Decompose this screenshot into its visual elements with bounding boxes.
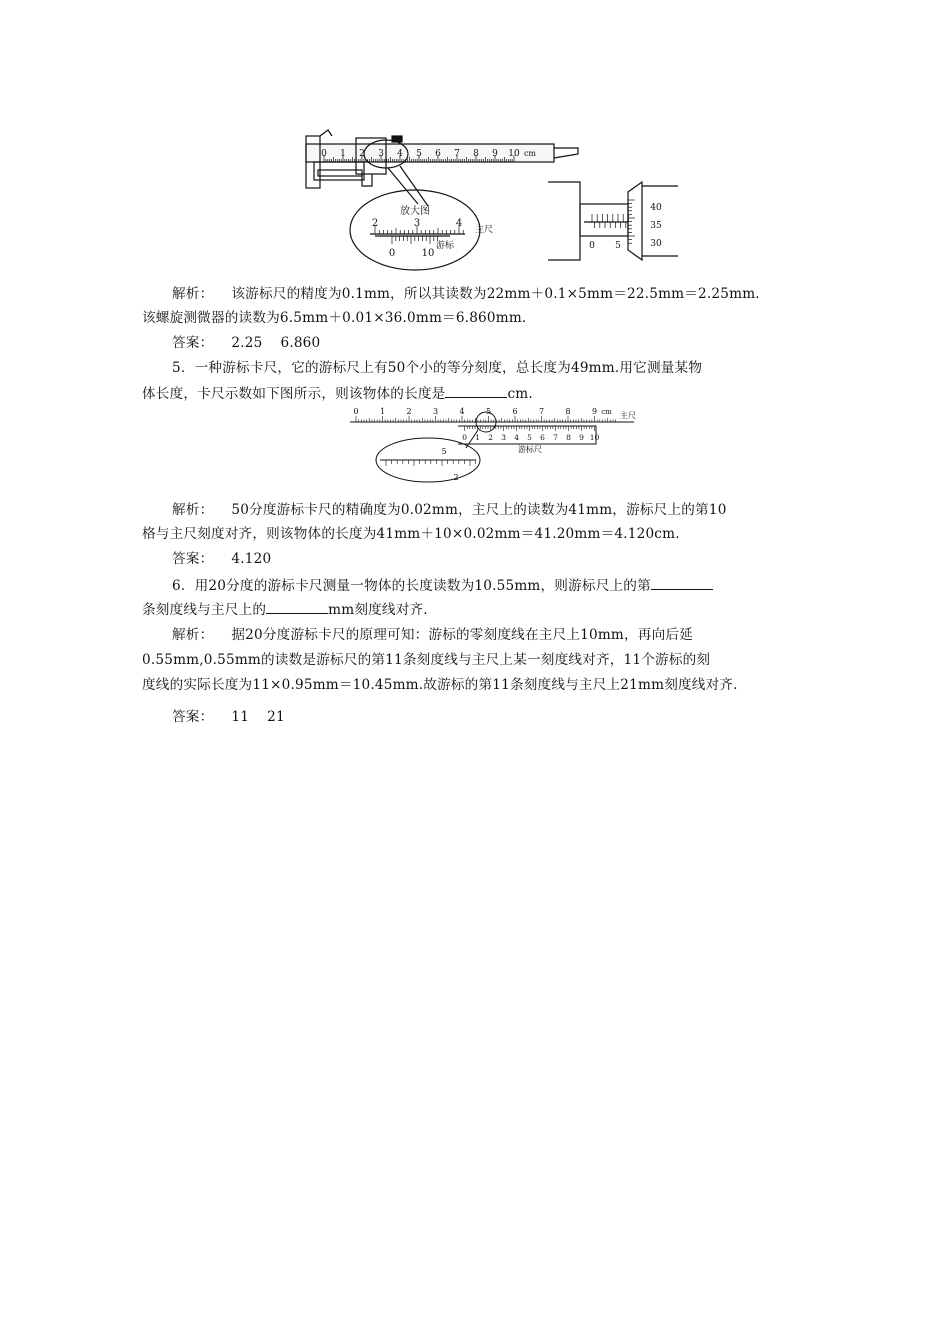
- q6-answer-b: 21: [267, 709, 285, 725]
- q5-answer-value: 4.120: [231, 551, 272, 567]
- zoom-main-label: 2: [371, 218, 379, 229]
- caliper-scale-label: 10: [508, 149, 520, 159]
- q6-analysis-line3: 度线的实际长度为11×0.95mm＝10.45mm.故游标的第11条刻度线与主尺上21mm刻度线对齐.: [142, 677, 738, 693]
- caliper-scale-label: 0: [321, 149, 327, 159]
- zoom-vernier-title: 游标: [435, 241, 455, 251]
- q6-blank-1[interactable]: [651, 575, 713, 590]
- v50-main-label: 1: [379, 407, 386, 416]
- v50-main-label: 9: [591, 407, 598, 416]
- q5-analysis-line1: 解析： 50分度游标卡尺的精确度为0.02mm，主尺上的读数为41mm，游标尺上的第10: [172, 502, 727, 518]
- micrometer-figure: [544, 178, 682, 264]
- q6-analysis-line2: 0.55mm,0.55mm的读数是游标尺的第11条刻度线与主尺上某一刻度线对齐，11个游标的刻: [142, 652, 711, 668]
- v50-vernier-label: 1: [475, 433, 481, 442]
- caliper-scale-label: 8: [473, 149, 479, 159]
- q6-answer: 答案： 11 21: [172, 709, 285, 725]
- v50-main-label: 7: [538, 407, 545, 416]
- v50-main-label: 2: [406, 407, 412, 416]
- v50-vernier-label: 2: [488, 433, 494, 442]
- v50-main-label: 0: [353, 407, 359, 416]
- v50-vernier-label: 10: [589, 433, 600, 442]
- q4-answer: 答案： 2.25 6.860: [172, 335, 321, 351]
- v50-vernier-label: 4: [514, 433, 519, 442]
- q6-answer-a: 11: [231, 709, 250, 725]
- caliper-scale-label: 5: [416, 149, 422, 159]
- q4-answer-a: 2.25: [231, 335, 263, 351]
- q5-answer: 答案： 4.120: [172, 551, 272, 567]
- v50-vernier-label: 6: [540, 433, 545, 442]
- micrometer-thimble-label: 35: [650, 221, 662, 231]
- zoom-main-label: 3: [413, 218, 421, 229]
- v50-zoom-top-label: 5: [441, 447, 447, 456]
- caliper-unit: cm: [523, 149, 537, 158]
- q6-stem-line2: 条刻度线与主尺上的 mm刻度线对齐.: [142, 599, 822, 620]
- v50-main-label: 3: [432, 407, 439, 416]
- q5-stem-line1: 5．一种游标卡尺，它的游标尺上有50个小的等分刻度，总长度为49mm.用它测量某物: [172, 360, 703, 376]
- q4-analysis-label: 解析：: [172, 286, 214, 302]
- caliper-scale-label: 9: [492, 149, 498, 159]
- v50-main-unit: cm: [601, 408, 612, 416]
- caliper-scale-label: 3: [378, 149, 384, 159]
- v50-main-label: 8: [565, 407, 571, 416]
- caliper-scale-label: 4: [397, 149, 403, 159]
- vernier-50-figure: [346, 404, 646, 488]
- v50-zoom-bottom-label: 2: [453, 473, 459, 482]
- v50-main-label: 6: [512, 407, 518, 416]
- v50-vernier-label: 9: [579, 433, 584, 442]
- micrometer-thimble-label: 30: [650, 239, 662, 249]
- q4-analysis-line2: 该螺旋测微器的读数为6.5mm＋0.01×36.0mm＝6.860mm.: [142, 310, 527, 326]
- v50-vernier-label: 7: [553, 433, 558, 442]
- micrometer-sleeve-label: 0: [589, 241, 595, 251]
- caliper-scale-label: 6: [435, 149, 441, 159]
- caliper-scale-label: 7: [454, 149, 460, 159]
- q5-analysis-line2: 格与主尺刻度对齐，则该物体的长度为41mm＋10×0.02mm＝41.20mm＝4.120cm.: [142, 526, 680, 542]
- q6-blank-2[interactable]: [266, 599, 328, 614]
- v50-vernier-label: 5: [527, 433, 532, 442]
- caliper-scale-label: 1: [340, 149, 346, 159]
- q4-answer-b: 6.860: [280, 335, 321, 351]
- q6-stem-line1: 6．用20分度的游标卡尺测量一物体的长度读数为10.55mm，则游标尺上的第: [172, 575, 852, 596]
- zoom-vernier-label: 10: [421, 248, 435, 259]
- zoom-vernier-label: 0: [388, 248, 396, 259]
- caliper-scale-label: 2: [359, 149, 365, 159]
- v50-vernier-label: 3: [501, 433, 506, 442]
- zoom-main-label: 4: [455, 218, 463, 229]
- micrometer-thimble-label: 40: [650, 203, 662, 213]
- v50-vernier-label: 8: [566, 433, 571, 442]
- v50-main-title: 主尺: [620, 411, 636, 420]
- zoom-title: 放大图: [400, 206, 430, 217]
- q5-answer-blank[interactable]: [445, 383, 507, 398]
- q4-analysis-line1: 解析： 该游标尺的精度为0.1mm，所以其读数为22mm＋0.1×5mm＝22.5mm＝2.25mm.: [172, 286, 760, 302]
- micrometer-sleeve-label: 5: [615, 241, 621, 251]
- v50-main-label: 4: [459, 407, 465, 416]
- q5-stem-line2: 体长度，卡尺示数如下图所示，则该物体的长度是 cm.: [142, 383, 822, 404]
- zoom-main-title: 主尺: [474, 225, 494, 235]
- v50-vernier-title: 游标尺: [518, 445, 542, 454]
- q6-analysis-line1: 解析： 据20分度游标卡尺的原理可知：游标的零刻度线在主尺上10mm，再向后延: [172, 627, 693, 643]
- v50-main-label: 5: [485, 407, 492, 416]
- vernier-caliper-figure: [300, 126, 585, 276]
- v50-vernier-label: 0: [462, 433, 468, 442]
